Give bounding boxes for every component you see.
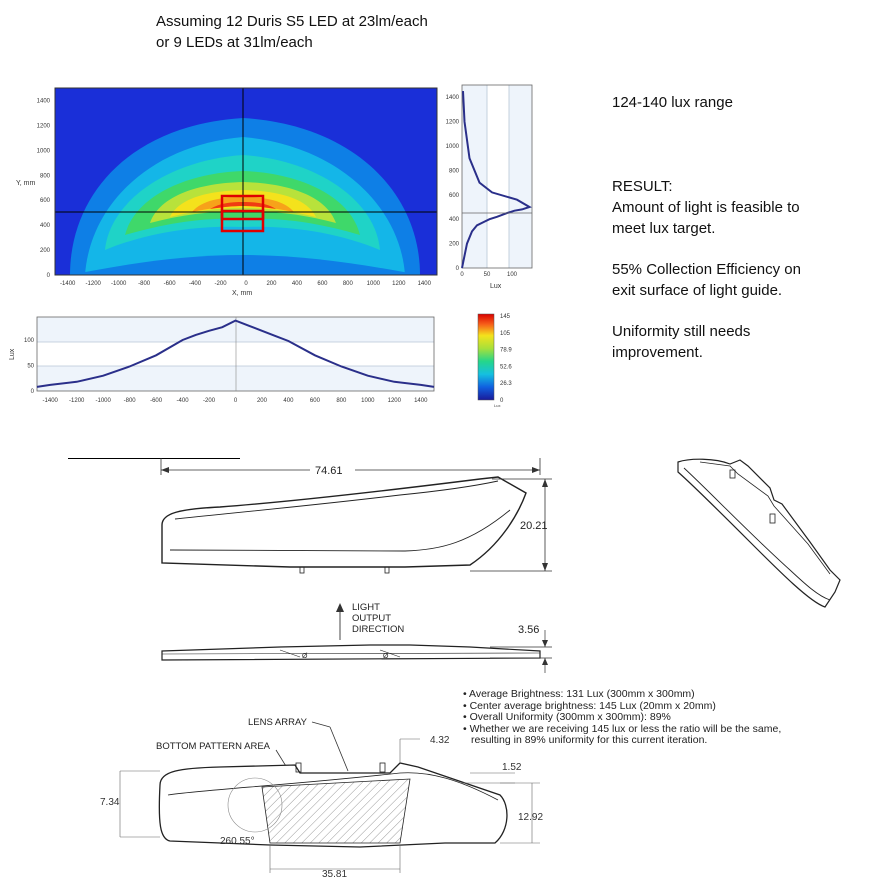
bottom-pattern-label: BOTTOM PATTERN AREA — [156, 741, 271, 752]
heatmap-x-tick: 1200 — [392, 281, 406, 287]
horizontal-profile-x-tick: -1200 — [69, 398, 85, 404]
dim-1292-label: 12.92 — [518, 812, 544, 823]
horizontal-profile-y-tick: 0 — [30, 389, 34, 395]
horizontal-profile-y-tick: 50 — [27, 363, 34, 370]
bullet-item: • Whether we are receiving 145 lux or less the ratio will be the same, — [463, 722, 782, 735]
colorbar-unit: Lux — [494, 403, 501, 408]
horizontal-profile-x-tick: 800 — [336, 398, 347, 404]
lightguide-thin-view — [140, 595, 570, 685]
heatmap-x-label: X, mm — [232, 290, 253, 297]
heatmap-x-tick: 1000 — [366, 281, 381, 287]
colorbar-gradient — [478, 314, 494, 400]
arrow-label-2: OUTPUT — [352, 613, 392, 624]
vertical-profile-y-ticks — [446, 95, 460, 272]
heatmap-y-tick: 400 — [39, 223, 50, 230]
heatmap-x-ticks — [60, 281, 432, 287]
horizontal-profile-x-tick: 1400 — [414, 398, 428, 404]
colorbar-label: 78.9 — [500, 347, 512, 354]
thin-profile-outline — [162, 645, 540, 660]
lightguide-detail-view — [100, 705, 570, 885]
heatmap-x-tick: 1400 — [417, 281, 431, 287]
horizontal-profile-x-tick: -400 — [176, 398, 189, 404]
dim-height-label: 20.21 — [520, 520, 548, 532]
horizontal-profile-x-tick: 200 — [256, 398, 267, 404]
dim-length-label: 74.61 — [315, 465, 343, 477]
colorbar — [472, 310, 532, 408]
vertical-profile-y-tick: 1400 — [445, 95, 459, 102]
heatmap-y-ticks — [37, 98, 51, 279]
arrow-label-3: DIRECTION — [352, 624, 405, 635]
vertical-profile-chart — [440, 82, 540, 292]
vertical-profile-y-tick: 0 — [455, 266, 459, 272]
vertical-profile-y-tick: 800 — [448, 168, 459, 175]
efficiency-line-1: 55% Collection Efficiency on — [612, 261, 801, 278]
horizontal-profile-x-tick: 1200 — [387, 398, 401, 404]
header-line-2: or 9 LEDs at 31lm/each — [156, 34, 313, 51]
lightguide-side-view — [140, 455, 570, 585]
horizontal-profile-y-label: Lux — [9, 348, 16, 360]
bullet-item: • Overall Uniformity (300mm x 300mm): 89% — [463, 711, 671, 723]
dim-734-label: 7.34 — [100, 797, 120, 808]
dim-angle-label: 260.55° — [220, 836, 255, 847]
lightguide-outline — [162, 477, 526, 567]
result-title: RESULT: — [612, 178, 673, 195]
horizontal-profile-x-tick: 1000 — [361, 398, 375, 404]
heatmap-y-label: Y, mm — [16, 180, 36, 187]
lightguide-3d-outline — [678, 459, 840, 607]
dim-thickness-label: 3.56 — [518, 624, 540, 636]
vertical-profile-y-tick: 400 — [448, 217, 459, 224]
horizontal-profile-y-ticks — [24, 338, 35, 395]
horizontal-profile-x-tick: 0 — [233, 398, 238, 404]
colorbar-label: 0 — [500, 398, 504, 404]
result-line-2: meet lux target. — [612, 220, 716, 237]
heatmap-x-tick: -1200 — [85, 281, 101, 287]
heatmap-x-tick: -200 — [214, 281, 227, 287]
heatmap-x-tick: -800 — [138, 281, 151, 287]
horizontal-profile-chart — [5, 312, 437, 407]
svg-text:Ø: Ø — [302, 653, 308, 660]
heatmap-y-tick: 200 — [39, 248, 50, 255]
heatmap-x-tick: 600 — [317, 281, 328, 287]
vertical-profile-x-tick: 50 — [483, 272, 491, 278]
heatmap-x-tick: -1000 — [110, 281, 127, 287]
header-line-1: Assuming 12 Duris S5 LED at 23lm/each — [156, 13, 428, 30]
heatmap-y-tick: 1400 — [36, 98, 50, 105]
heatmap-y-tick: 0 — [46, 273, 50, 279]
vertical-profile-y-tick: 1200 — [445, 119, 459, 126]
heatmap-x-tick: 200 — [266, 281, 277, 287]
bottom-pattern-area — [262, 779, 410, 843]
vertical-profile-x-ticks — [460, 272, 517, 278]
svg-text:Ø: Ø — [383, 653, 389, 660]
vertical-profile-y-tick: 1000 — [445, 144, 459, 150]
bullet-item: • Center average brightness: 145 Lux (20mm x 20mm) — [463, 699, 716, 712]
horizontal-profile-x-tick: -1000 — [95, 398, 111, 404]
colorbar-label: 105 — [500, 330, 511, 337]
vertical-profile-x-tick: 100 — [506, 272, 518, 278]
bullet-item: resulting in 89% uniformity for this current iteration. — [471, 734, 708, 746]
heatmap-x-tick: -1400 — [60, 281, 76, 287]
uniformity-line-1: Uniformity still needs — [612, 323, 751, 340]
lens-array-label: LENS ARRAY — [248, 717, 307, 728]
heatmap-x-tick: 800 — [342, 281, 353, 287]
vertical-profile-x-label: Lux — [490, 283, 502, 290]
vertical-profile-y-tick: 600 — [448, 192, 459, 199]
lux-range-note: 124-140 lux range — [612, 94, 733, 111]
heatmap-y-tick: 800 — [39, 173, 50, 180]
heatmap-y-tick: 1000 — [36, 148, 50, 155]
horizontal-profile-y-tick: 100 — [23, 337, 34, 344]
heatmap-y-tick: 600 — [39, 198, 50, 205]
horizontal-profile-x-tick: 600 — [309, 398, 320, 404]
horizontal-profile-x-tick: -600 — [150, 398, 163, 404]
heatmap-x-tick: 0 — [244, 281, 248, 287]
colorbar-labels — [500, 314, 512, 404]
result-line-1: Amount of light is feasible to — [612, 199, 800, 216]
horizontal-profile-x-tick: 400 — [283, 398, 294, 404]
horizontal-profile-x-tick: -800 — [123, 398, 136, 404]
bullet-item: • Average Brightness: 131 Lux (300mm x 300mm) — [463, 688, 695, 700]
lightguide-3d-view — [670, 452, 850, 622]
illuminance-heatmap — [10, 85, 440, 300]
colorbar-label: 52.6 — [500, 364, 512, 371]
arrow-label-1: LIGHT — [352, 602, 380, 613]
heatmap-y-tick: 1200 — [36, 123, 50, 130]
colorbar-label: 145 — [500, 314, 511, 320]
horizontal-profile-x-tick: -200 — [203, 398, 216, 404]
dim-432-label: 4.32 — [430, 735, 450, 746]
heatmap-x-tick: -600 — [163, 281, 176, 287]
horizontal-profile-x-ticks — [43, 398, 429, 404]
efficiency-line-2: exit surface of light guide. — [612, 282, 783, 299]
uniformity-line-2: improvement. — [612, 344, 703, 361]
horizontal-profile-x-tick: -1400 — [42, 398, 58, 404]
colorbar-label: 26.3 — [500, 381, 512, 388]
vertical-profile-y-tick: 200 — [448, 241, 459, 248]
vertical-profile-x-tick: 0 — [460, 272, 464, 278]
dim-152-label: 1.52 — [502, 762, 522, 773]
heatmap-x-tick: -400 — [189, 281, 202, 287]
heatmap-x-tick: 400 — [291, 281, 302, 287]
dim-3581-label: 35.81 — [322, 869, 348, 880]
